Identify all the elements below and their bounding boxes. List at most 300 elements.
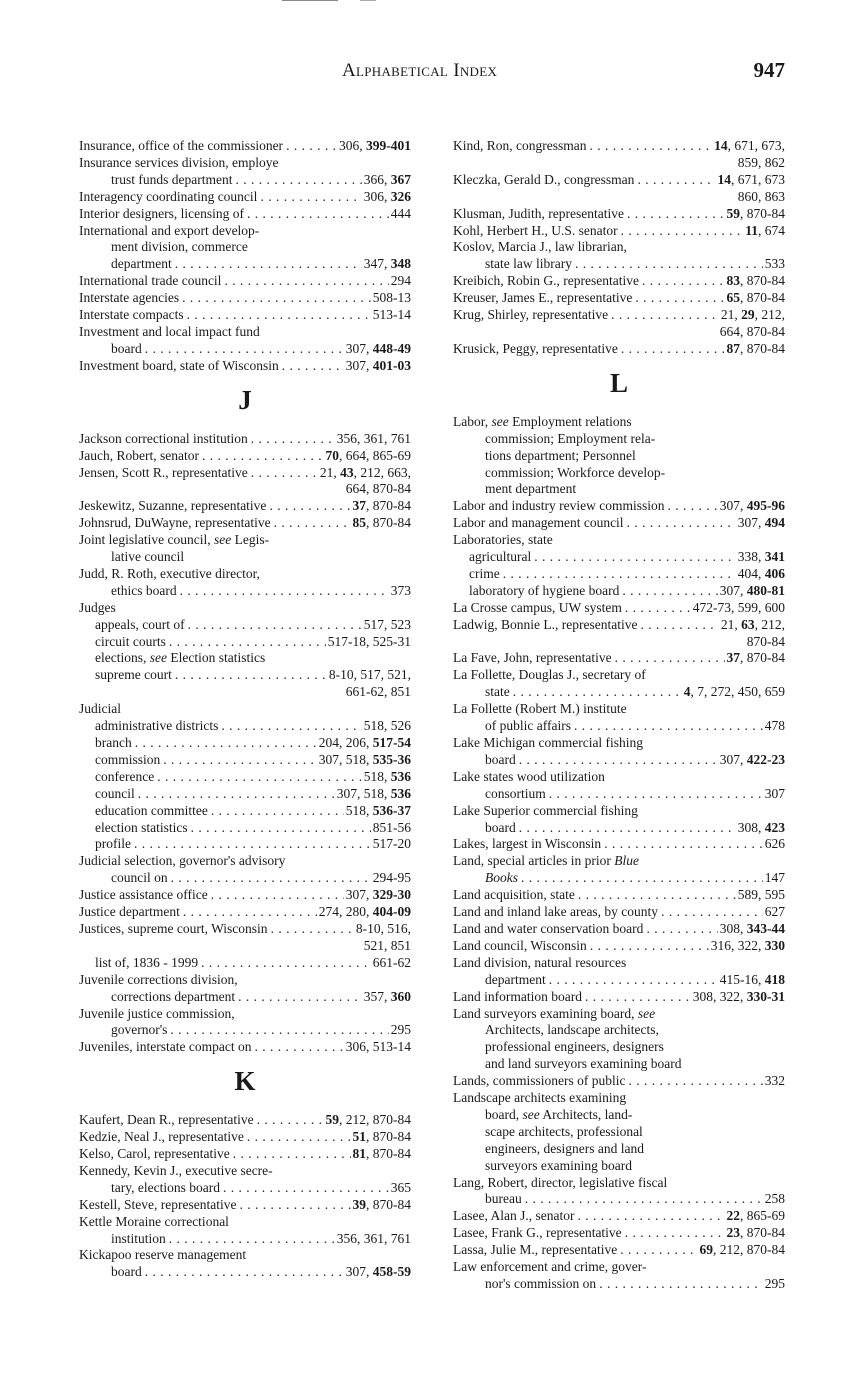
entry-line [79, 1129, 411, 1146]
entry-text: Ladwig, Bonnie L., representative [453, 616, 638, 632]
page-references [714, 138, 785, 155]
entry-text: Land acquisition, state [453, 887, 575, 903]
page-references [353, 515, 412, 532]
entry-line [79, 1180, 411, 1197]
page-ref: , 7, 272, 450, 659 [690, 684, 785, 700]
entry-text: supreme court [95, 667, 172, 683]
entry-text: Joint legislative council, see Legis- [79, 532, 270, 548]
page-references [391, 273, 411, 290]
dot-leader [251, 465, 318, 482]
entry-text: board [111, 340, 142, 356]
entry-text: list of, 1836 - 1999 [95, 954, 199, 970]
page-ref-primary: 517-54 [372, 735, 411, 750]
dot-leader [183, 904, 317, 921]
entry-text: nor's commission on [485, 1276, 597, 1291]
entry-text: Judges [79, 599, 116, 615]
index-entry [453, 1006, 785, 1074]
page-ref-primary: 343-44 [746, 920, 785, 936]
index-entry [453, 650, 785, 667]
page-references [721, 617, 785, 634]
dot-leader [604, 836, 763, 853]
page-ref: 204, 206, [318, 735, 373, 750]
entry-line [79, 955, 411, 972]
entry-text: laboratory of hygiene board [469, 582, 620, 598]
dot-leader [254, 1039, 343, 1056]
entry-text: Land and water conservation board [453, 920, 644, 936]
dot-leader [157, 769, 362, 786]
page-references [391, 1180, 411, 1197]
page-ref: 307, [345, 340, 373, 356]
entry-line [79, 1264, 411, 1281]
entry-text: Justices, supreme court, Wisconsin [79, 920, 268, 936]
entry-text: Kreuser, James E., representative [453, 290, 633, 306]
page-references [329, 667, 411, 684]
index-entry [453, 290, 785, 307]
page-ref: , 212, 870-84 [339, 1112, 411, 1128]
entry-text: Johnsrud, DuWayne, representative [79, 515, 271, 531]
index-entry [453, 414, 785, 499]
running-header-title: Alphabetical Index [342, 60, 498, 81]
page-references [364, 617, 411, 634]
entry-text: Krusick, Peggy, representative [453, 340, 618, 356]
page-ref: 306, [339, 138, 366, 153]
dot-leader [534, 549, 736, 566]
dot-leader [135, 735, 317, 752]
entry-line [453, 1225, 785, 1242]
page-ref: 8-10, 517, 521, [328, 667, 411, 683]
index-entry [79, 1214, 411, 1248]
index-entry [79, 1129, 411, 1146]
page-ref: 332 [764, 1073, 785, 1089]
section-letter: K [234, 1066, 256, 1097]
entry-line [79, 515, 411, 532]
page-ref-primary: 536 [390, 768, 411, 784]
page-references [765, 718, 785, 735]
page-references [353, 1129, 412, 1146]
entry-line [79, 752, 411, 769]
page-references [364, 172, 411, 189]
entry-line [453, 1073, 785, 1090]
dot-leader [202, 448, 324, 465]
page-ref: 508-13 [372, 290, 411, 306]
page-references [346, 887, 411, 904]
dot-leader [578, 887, 736, 904]
index-entry [453, 887, 785, 904]
entry-text: professional engineers, designers [485, 1039, 664, 1055]
page-ref: , 870-84 [366, 498, 411, 514]
entry-text: ethics board [111, 582, 177, 598]
scan-mark [360, 0, 376, 1]
entry-line [453, 138, 785, 155]
index-entry [79, 836, 411, 853]
page-references [738, 820, 785, 837]
page-references [765, 1073, 785, 1090]
page-ref-primary: 22 [726, 1208, 740, 1224]
dot-leader [622, 583, 717, 600]
entry-line [79, 921, 411, 938]
entry-text: board, see Architects, land- [485, 1106, 633, 1122]
entry-text: Klusman, Judith, representative [453, 205, 624, 221]
entry-text: Krug, Shirley, representative [453, 307, 609, 323]
entry-text: Land and inland lake areas, by county [453, 904, 659, 920]
page-ref: , 671, 673 [731, 171, 785, 187]
index-entry [453, 1225, 785, 1242]
dot-leader [233, 1146, 351, 1163]
dot-leader [642, 273, 725, 290]
index-entry [453, 1208, 785, 1225]
page-references [391, 1022, 411, 1039]
page-ref: , 674 [758, 222, 785, 238]
index-entry [79, 718, 411, 735]
entry-line [453, 549, 785, 566]
page-references [391, 206, 411, 223]
entry-text: education committee [95, 802, 208, 818]
entry-text: and land surveyors examining board [485, 1056, 682, 1072]
page-ref: , 870-84 [366, 1196, 411, 1212]
page-ref: 307, [719, 582, 747, 598]
entry-line [453, 887, 785, 904]
entry-text: Labor, see Employment relations [453, 413, 632, 429]
entry-line [79, 617, 411, 634]
page-references [337, 786, 411, 803]
entry-text: Investment board, state of Wisconsin [79, 357, 279, 373]
dot-leader [503, 566, 736, 583]
entry-text: La Crosse campus, UW system [453, 599, 622, 615]
dot-leader [188, 617, 362, 634]
page-references [765, 1276, 785, 1293]
page-ref: 518, [345, 802, 373, 818]
entry-line [453, 223, 785, 240]
entry-line [453, 752, 785, 769]
dot-leader [235, 172, 361, 189]
entry-line [453, 820, 785, 837]
page-ref-primary: 83 [726, 273, 740, 289]
entry-text: Juveniles, interstate compact on [79, 1039, 252, 1055]
dot-leader [274, 515, 351, 532]
entry-line [453, 307, 785, 324]
page-ref: 307, [345, 887, 373, 903]
page-references [346, 1264, 411, 1281]
page-ref: 513-14 [372, 307, 411, 323]
page-ref-continuation: 870-84 [746, 633, 785, 649]
dot-leader [549, 972, 718, 989]
page-ref: , 870-84 [740, 1225, 785, 1241]
page-ref-primary: 37 [352, 498, 366, 514]
entry-line [453, 341, 785, 358]
entry-text: Koslov, Marcia J., law librarian, [453, 239, 627, 255]
dot-leader [169, 634, 326, 651]
page-ref-primary: 367 [390, 171, 411, 187]
entry-text: Jeskewitz, Suzanne, representative [79, 498, 267, 514]
entry-text: Kennedy, Kevin J., executive secre- [79, 1162, 273, 1178]
index-entry [453, 617, 785, 651]
page-ref: 306, [363, 188, 391, 204]
index-entry [79, 465, 411, 499]
page-references [339, 138, 411, 155]
page-ref: 295 [390, 1022, 411, 1038]
index-entry [79, 431, 411, 448]
entry-line [79, 870, 411, 887]
page-ref: 444 [390, 205, 411, 221]
entry-line [453, 836, 785, 853]
page-ref-primary: 458-59 [372, 1264, 411, 1280]
entry-line [79, 1146, 411, 1163]
dot-leader [223, 1180, 389, 1197]
page-ref: , 212, [754, 307, 785, 323]
page-references [720, 583, 785, 600]
page-references [364, 718, 411, 735]
index-entry [79, 1163, 411, 1197]
page-references [373, 836, 411, 853]
entry-text: Investment and local impact fund [79, 323, 260, 339]
entry-text: elections, see Election statistics [95, 650, 266, 666]
dot-leader [621, 341, 725, 358]
page-ref-primary: 406 [764, 565, 785, 581]
page-references [727, 206, 786, 223]
page-ref-primary: 4 [683, 684, 691, 700]
page-ref-primary: 81 [352, 1146, 366, 1162]
entry-text: Juvenile justice commission, [79, 1005, 235, 1021]
entry-text: Kleczka, Gerald D., congressman [453, 171, 635, 187]
dot-leader [637, 172, 715, 189]
dot-leader [257, 1112, 324, 1129]
index-entry [79, 189, 411, 206]
page-references [727, 650, 786, 667]
dot-leader [574, 718, 763, 735]
entry-line [453, 786, 785, 803]
entry-text: Architects, landscape architects, [485, 1022, 659, 1038]
page-ref: 404, [737, 565, 765, 581]
entry-line [79, 887, 411, 904]
page-references [373, 307, 411, 324]
entry-line [453, 904, 785, 921]
index-entry [453, 769, 785, 803]
dot-leader [169, 1231, 335, 1248]
index-entry [79, 1039, 411, 1056]
entry-line [453, 273, 785, 290]
entry-line [79, 1197, 411, 1214]
entry-line [79, 769, 411, 786]
dot-leader [521, 870, 763, 887]
page-ref: 338, [737, 549, 765, 565]
dot-leader [187, 307, 371, 324]
dot-leader [627, 515, 736, 532]
page-ref: 357, [363, 988, 391, 1004]
page-references [319, 735, 411, 752]
page-ref: 307, [345, 1264, 373, 1280]
page-ref: , 870-84 [740, 340, 785, 356]
page-references [727, 290, 786, 307]
dot-leader [585, 989, 691, 1006]
dot-leader [224, 273, 388, 290]
entry-line [453, 972, 785, 989]
index-column-left [79, 138, 411, 1281]
index-entry [453, 735, 785, 769]
index-entry [453, 1073, 785, 1090]
index-entry [453, 989, 785, 1006]
index-entry [79, 532, 411, 566]
page-ref-primary: 418 [764, 971, 785, 987]
dot-leader [134, 836, 371, 853]
page-references [391, 583, 411, 600]
section-letter: J [238, 384, 252, 415]
page-ref-primary: 14 [717, 171, 731, 187]
index-entry [79, 206, 411, 223]
page-ref-continuation: 664, 870-84 [719, 323, 785, 339]
page-references [326, 1112, 412, 1129]
index-entry [453, 566, 785, 583]
entry-line [453, 650, 785, 667]
dot-leader [549, 786, 763, 803]
index-entry [79, 358, 411, 375]
page-ref: , 870-84 [366, 1129, 411, 1145]
page-ref: 306, 513-14 [345, 1039, 411, 1055]
page-ref: 294 [390, 273, 411, 289]
index-entry [79, 307, 411, 324]
page-references [693, 989, 785, 1006]
page-references [765, 836, 785, 853]
page-references [364, 989, 411, 1006]
page-ref-primary: 29 [741, 307, 755, 323]
entry-text: Labor and industry review commission [453, 498, 665, 514]
entry-line [79, 1022, 411, 1039]
entry-text: Lands, commissioners of public [453, 1073, 626, 1089]
entry-text: Lake Superior commercial fishing [453, 802, 638, 818]
entry-text: engineers, designers and land [485, 1140, 644, 1156]
entry-text: Kreibich, Robin G., representative [453, 273, 639, 289]
index-entry [79, 498, 411, 515]
page-ref-primary: 360 [390, 988, 411, 1004]
index-entry [453, 667, 785, 701]
page-ref: , 870-84 [366, 1146, 411, 1162]
entry-text: Jackson correctional institution [79, 430, 248, 446]
dot-leader [525, 1191, 763, 1208]
page-ref: 627 [764, 904, 785, 920]
page-ref-continuation: 521, 851 [363, 937, 411, 953]
page-ref-primary: 43 [340, 464, 354, 480]
entry-line [79, 836, 411, 853]
page-ref-primary: 422-23 [746, 751, 785, 767]
index-entry [79, 617, 411, 634]
dot-leader [180, 583, 389, 600]
page-ref: 258 [764, 1191, 785, 1207]
page-references [765, 904, 785, 921]
index-entry [453, 138, 785, 172]
index-entry [79, 972, 411, 1006]
entry-text: Kaufert, Dean R., representative [79, 1112, 254, 1128]
entry-text: appeals, court of [95, 616, 185, 632]
index-entry [453, 701, 785, 735]
page-ref-primary: 536 [390, 785, 411, 801]
entry-line [453, 938, 785, 955]
page-references [373, 290, 411, 307]
page-references [727, 341, 786, 358]
page-references [721, 307, 785, 324]
entry-line [79, 803, 411, 820]
entry-text: lative council [111, 549, 185, 565]
entry-text: Interior designers, licensing of [79, 205, 244, 221]
entry-text: Lake states wood utilization [453, 768, 605, 784]
page-references [373, 820, 411, 837]
page-ref-continuation: 860, 863 [737, 188, 785, 204]
index-entry [453, 172, 785, 206]
entry-line [453, 617, 785, 634]
index-entry [453, 853, 785, 887]
entry-line [453, 1276, 785, 1293]
index-entry [453, 904, 785, 921]
entry-text: Landscape architects examining [453, 1090, 627, 1106]
dot-leader [519, 752, 718, 769]
page-ref-primary: 51 [352, 1129, 366, 1145]
page-references [720, 972, 785, 989]
index-entry [453, 955, 785, 989]
entry-line [79, 273, 411, 290]
page-references [738, 549, 785, 566]
dot-leader [163, 752, 316, 769]
dot-leader [211, 887, 344, 904]
entry-text: surveyors examining board [485, 1157, 632, 1173]
index-entry [453, 1090, 785, 1175]
page-ref-primary: 448-49 [372, 340, 411, 356]
dot-leader [625, 600, 691, 617]
page-references [346, 358, 411, 375]
page-references [373, 870, 411, 887]
entry-text: consortium [485, 785, 546, 801]
entry-text: conference [95, 768, 155, 784]
page-references [356, 921, 411, 938]
entry-text: state [485, 684, 510, 700]
entry-line [453, 718, 785, 735]
page-ref: , 212, 870-84 [713, 1242, 785, 1258]
index-entry [453, 1242, 785, 1259]
page-references [353, 498, 412, 515]
page-ref: 478 [764, 718, 785, 734]
page-ref: 517-18, 525-31 [327, 633, 411, 649]
page-references [765, 786, 785, 803]
dot-leader [286, 138, 337, 155]
entry-line [79, 448, 411, 465]
entry-line [79, 307, 411, 324]
entry-line [453, 498, 785, 515]
entry-text: Laboratories, state [453, 532, 553, 548]
page-ref: 316, 322, [710, 937, 765, 953]
entry-text: Lasee, Frank G., representative [453, 1225, 622, 1241]
entry-line [453, 290, 785, 307]
page-references [346, 803, 411, 820]
page-ref: 589, 595 [737, 887, 785, 903]
entry-text: Interagency coordinating council [79, 188, 258, 204]
index-entry [79, 634, 411, 651]
page-ref-continuation: 859, 862 [737, 154, 785, 170]
index-entry [79, 1247, 411, 1281]
index-entry [79, 273, 411, 290]
index-entry [453, 223, 785, 240]
entry-line [79, 735, 411, 752]
entry-line [453, 515, 785, 532]
dot-leader [269, 498, 350, 515]
index-entry [453, 307, 785, 341]
entry-text: state law library [485, 256, 572, 272]
page-references [364, 256, 411, 273]
index-entry [453, 206, 785, 223]
page-ref: , 212, [754, 616, 785, 632]
page-ref: 307, [719, 751, 747, 767]
dot-leader [590, 938, 709, 955]
index-entry [453, 1175, 785, 1209]
page-ref: 661-62 [372, 954, 411, 970]
page-ref-primary: 59 [726, 205, 740, 221]
dot-leader [611, 307, 719, 324]
